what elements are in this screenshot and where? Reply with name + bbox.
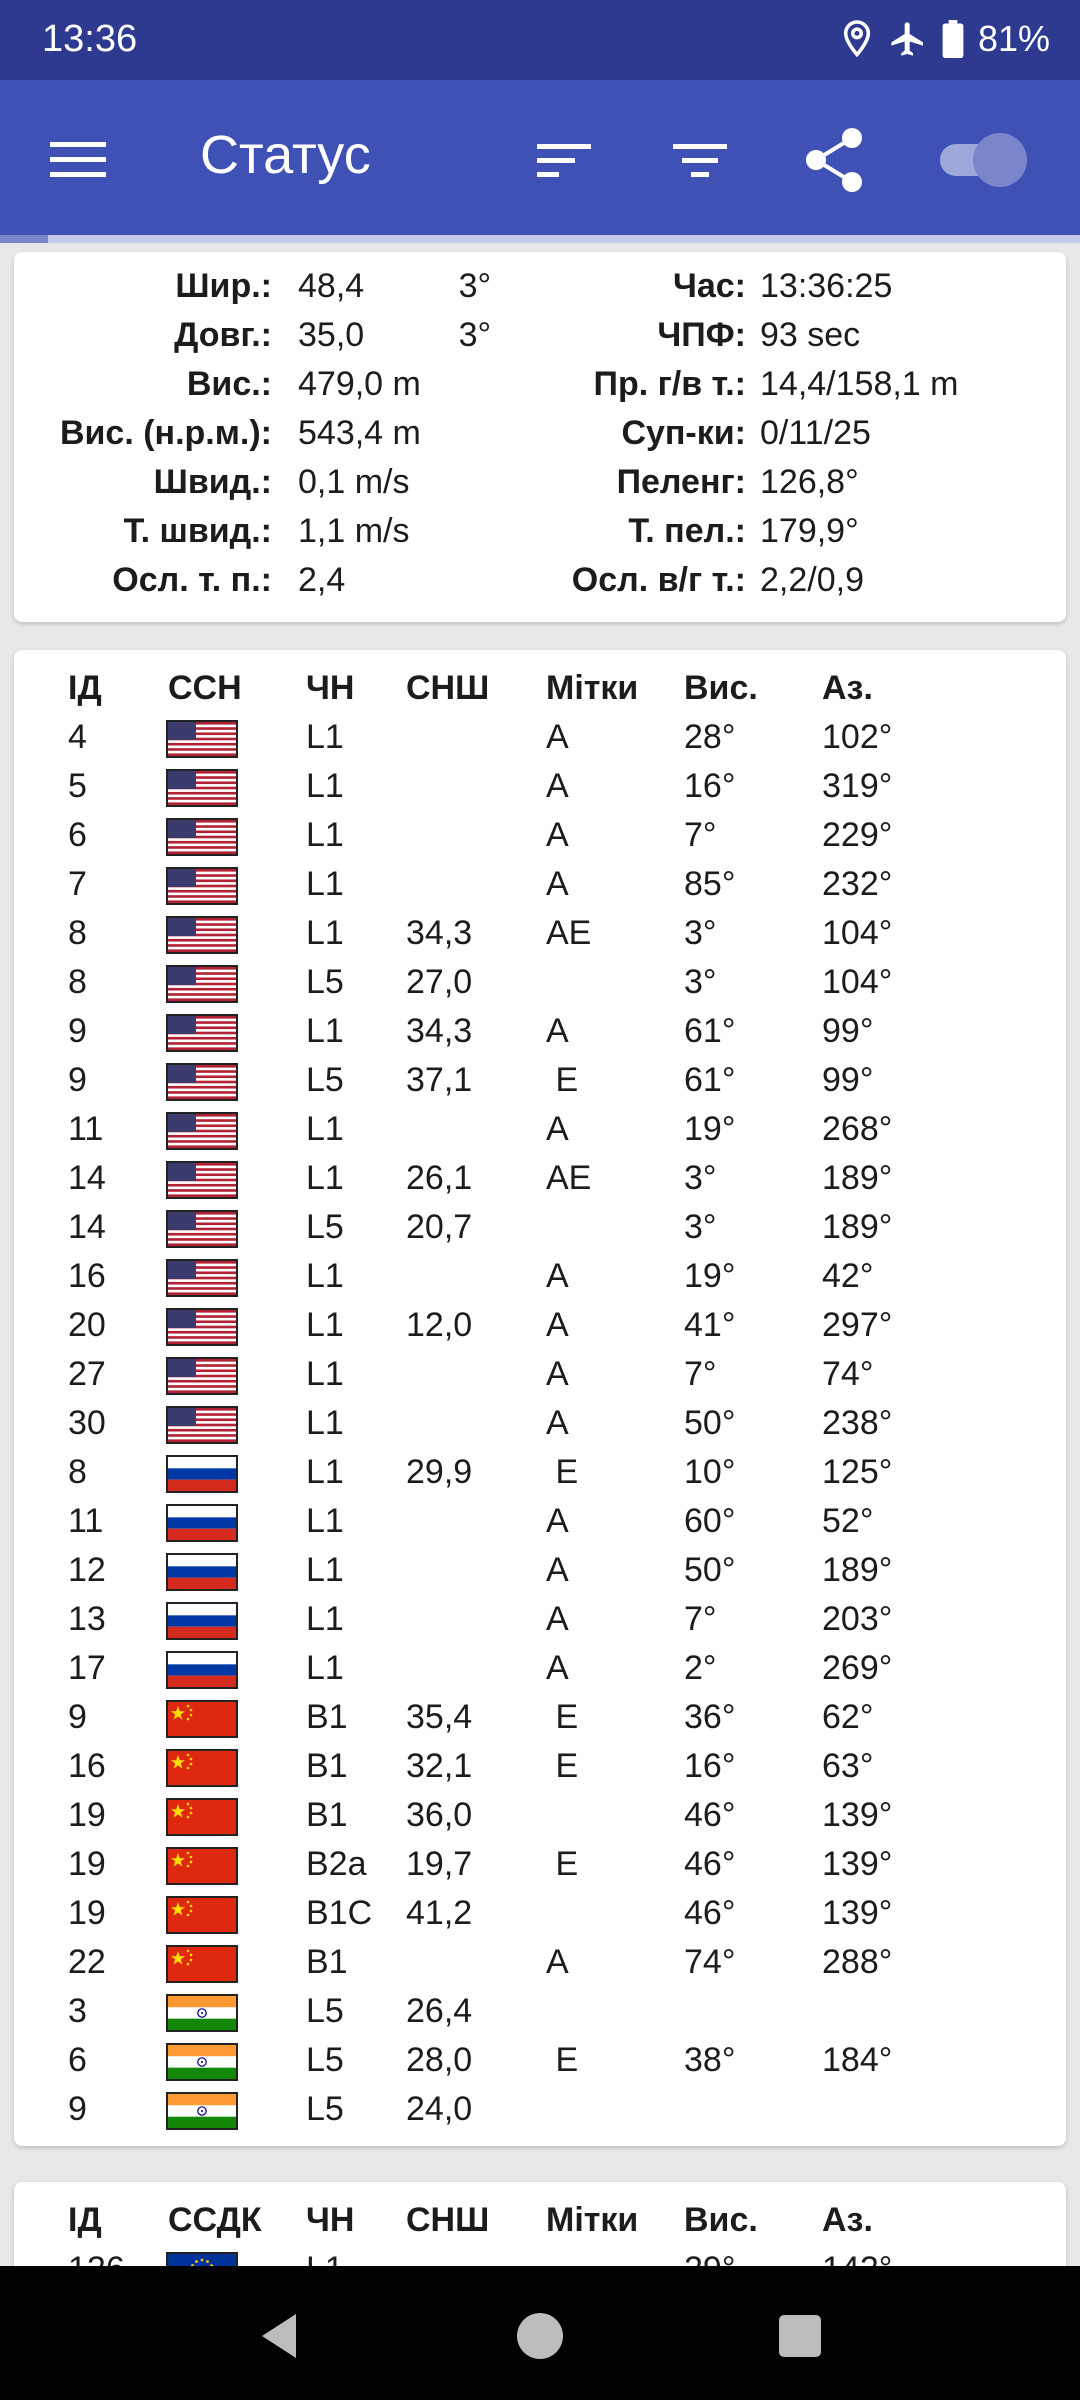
location-label: Суп-ки: [621, 414, 746, 452]
cell-azim: 125° [822, 1453, 893, 1491]
cell-cn0: 41,2 [406, 1894, 473, 1932]
cell-elev: 3° [684, 1159, 717, 1197]
india-flag-icon [166, 2043, 238, 2081]
battery-percent: 81% [977, 18, 1050, 59]
location-value: 1,1 m/s [298, 512, 410, 550]
cell-elev: 19° [684, 1257, 736, 1295]
toggle-switch-icon[interactable] [934, 120, 1034, 200]
table-row [14, 1840, 1066, 1889]
cell-cn0: 26,1 [406, 1159, 473, 1197]
cell-id: 8 [68, 963, 87, 1001]
back-icon[interactable] [240, 2296, 320, 2376]
page-title: Статус [200, 125, 371, 185]
cell-elev: 41° [684, 1306, 736, 1344]
table-row [14, 1546, 1066, 1595]
table-row [14, 1056, 1066, 1105]
cell-flags: A [546, 1943, 569, 1981]
location-value: 48,4 3° [298, 267, 492, 305]
filter-icon[interactable] [660, 120, 740, 200]
cell-azim: 189° [822, 1159, 893, 1197]
cell-id: 19 [68, 1845, 106, 1883]
table-row [14, 860, 1066, 909]
location-value: 35,0 3° [298, 316, 492, 354]
progress-fill [0, 235, 48, 243]
app-bar [0, 80, 1080, 238]
cell-cn0: 29,9 [406, 1453, 473, 1491]
cell-flags: A [546, 1600, 569, 1638]
cell-elev: 50° [684, 1404, 736, 1442]
location-value: 93 sec [760, 316, 861, 354]
cell-flags: AE [546, 1159, 592, 1197]
cell-cf: L1 [306, 1404, 344, 1442]
column-header-cf[interactable]: ЧН [306, 2201, 355, 2239]
cell-cf: L1 [306, 1600, 344, 1638]
cell-azim: 139° [822, 1894, 893, 1932]
cell-flags: A [546, 1110, 569, 1148]
china-flag-icon [166, 1896, 238, 1934]
cell-azim: 99° [822, 1012, 874, 1050]
usa-flag-icon [166, 1063, 238, 1101]
cell-cf: L5 [306, 963, 344, 1001]
cell-cf: L1 [306, 1257, 344, 1295]
table-row [14, 1693, 1066, 1742]
cell-id: 3 [68, 1992, 87, 2030]
cell-azim: 62° [822, 1698, 874, 1736]
cell-azim: 104° [822, 914, 893, 952]
table-row [14, 1595, 1066, 1644]
usa-flag-icon [166, 818, 238, 856]
china-flag-icon [166, 1847, 238, 1885]
cell-id: 6 [68, 2041, 87, 2079]
cell-cf: B1 [306, 1698, 348, 1736]
cell-elev: 7° [684, 1600, 717, 1638]
cell-cf: L1 [306, 1355, 344, 1393]
russia-flag-icon [166, 1602, 238, 1640]
russia-flag-icon [166, 1455, 238, 1493]
cell-elev: 36° [684, 1698, 736, 1736]
cell-cn0: 36,0 [406, 1796, 473, 1834]
location-value: 2,4 [298, 561, 346, 599]
column-header-cf[interactable]: ЧН [306, 669, 355, 707]
table-row [14, 1742, 1066, 1791]
cell-cf: L1 [306, 1649, 344, 1687]
cell-elev: 19° [684, 1110, 736, 1148]
location-value: 2,2/0,9 [760, 561, 864, 599]
cell-azim: 189° [822, 1551, 893, 1589]
location-card [14, 252, 1066, 622]
usa-flag-icon [166, 1112, 238, 1150]
cell-cf: L5 [306, 1061, 344, 1099]
location-value: 13:36:25 [760, 267, 893, 305]
cell-elev: 46° [684, 1845, 736, 1883]
cell-elev: 3° [684, 914, 717, 952]
india-flag-icon [166, 2092, 238, 2130]
column-header-id[interactable]: ІД [68, 669, 102, 707]
cell-elev: 28° [684, 718, 736, 756]
cell-cf: L1 [306, 1502, 344, 1540]
usa-flag-icon [166, 965, 238, 1003]
cell-id: 9 [68, 1061, 87, 1099]
cell-cf: L1 [306, 767, 344, 805]
location-label: Пр. г/в т.: [593, 365, 746, 403]
column-header-gnss[interactable]: ССДК [168, 2201, 262, 2239]
home-icon[interactable] [500, 2296, 580, 2376]
cell-cf: B2a [306, 1845, 367, 1883]
table-row [14, 958, 1066, 1007]
cell-azim: 268° [822, 1110, 893, 1148]
cell-elev: 74° [684, 1943, 736, 1981]
location-icon [840, 19, 874, 59]
hamburger-menu-icon[interactable] [38, 120, 118, 200]
progress-bar [0, 235, 1080, 243]
status-time: 13:36 [42, 18, 138, 60]
cell-id: 20 [68, 1306, 106, 1344]
cell-cf: L5 [306, 2090, 344, 2128]
table-row [14, 909, 1066, 958]
recents-icon[interactable] [760, 2296, 840, 2376]
cell-azim: 74° [822, 1355, 874, 1393]
table-row [14, 1154, 1066, 1203]
cell-flags: A [546, 1306, 569, 1344]
cell-elev: 16° [684, 1747, 736, 1785]
table-row [14, 1252, 1066, 1301]
navigation-bar [0, 2266, 1080, 2400]
cell-flags: A [546, 767, 569, 805]
cell-cf: L1 [306, 1306, 344, 1344]
cell-id: 8 [68, 1453, 87, 1491]
cell-id: 14 [68, 1159, 106, 1197]
location-label: Пеленг: [616, 463, 746, 501]
cell-flags: A [546, 1551, 569, 1589]
table-row [14, 1644, 1066, 1693]
cell-cf: B1 [306, 1747, 348, 1785]
cell-flags: E [546, 1845, 579, 1883]
column-header-gnss[interactable]: ССН [168, 669, 242, 707]
cell-cf: L1 [306, 718, 344, 756]
table-row [14, 811, 1066, 860]
cell-flags: A [546, 816, 569, 854]
cell-flags: AE [546, 914, 592, 952]
table-row [14, 1301, 1066, 1350]
cell-azim: 42° [822, 1257, 874, 1295]
cell-cf: L1 [306, 865, 344, 903]
cell-azim: 269° [822, 1649, 893, 1687]
cell-azim: 99° [822, 1061, 874, 1099]
cell-elev: 2° [684, 1649, 717, 1687]
cell-elev: 60° [684, 1502, 736, 1540]
cell-cn0: 12,0 [406, 1306, 473, 1344]
cell-flags: A [546, 718, 569, 756]
cell-azim: 288° [822, 1943, 893, 1981]
cell-id: 27 [68, 1355, 106, 1393]
usa-flag-icon [166, 1406, 238, 1444]
status-icons [840, 14, 1050, 64]
status-bar [0, 0, 1080, 80]
cell-flags: E [546, 1698, 579, 1736]
cell-elev: 3° [684, 963, 717, 1001]
cell-id: 4 [68, 718, 87, 756]
cell-cf: L1 [306, 1159, 344, 1197]
cell-azim: 319° [822, 767, 893, 805]
cell-elev: 38° [684, 2041, 736, 2079]
china-flag-icon [166, 1749, 238, 1787]
usa-flag-icon [166, 1161, 238, 1199]
cell-cf: L1 [306, 1453, 344, 1491]
column-header-cn0[interactable]: СНШ [406, 669, 490, 707]
cell-cn0: 34,3 [406, 1012, 473, 1050]
usa-flag-icon [166, 1210, 238, 1248]
cell-id: 11 [68, 1502, 104, 1540]
location-value: 126,8° [760, 463, 859, 501]
cell-elev: 46° [684, 1796, 736, 1834]
table-row [14, 1791, 1066, 1840]
column-header-flags[interactable]: Мітки [546, 669, 639, 707]
russia-flag-icon [166, 1553, 238, 1591]
cell-elev: 50° [684, 1551, 736, 1589]
cell-cf: L1 [306, 1110, 344, 1148]
cell-cf: L5 [306, 1992, 344, 2030]
table-row [14, 1350, 1066, 1399]
cell-cn0: 19,7 [406, 1845, 473, 1883]
location-label: Осл. в/г т.: [571, 561, 746, 599]
cell-cn0: 27,0 [406, 963, 473, 1001]
cell-flags: E [546, 2041, 579, 2079]
usa-flag-icon [166, 769, 238, 807]
location-value: 543,4 m [298, 414, 421, 452]
cell-cf: L1 [306, 816, 344, 854]
usa-flag-icon [166, 1259, 238, 1297]
cell-cf: L1 [306, 1012, 344, 1050]
cell-flags: A [546, 865, 569, 903]
cell-azim: 52° [822, 1502, 874, 1540]
cell-id: 12 [68, 1551, 106, 1589]
usa-flag-icon [166, 1014, 238, 1052]
location-label: Швид.: [153, 463, 272, 501]
cell-cf: B1 [306, 1796, 348, 1834]
cell-id: 19 [68, 1894, 106, 1932]
table-row [14, 1497, 1066, 1546]
location-value: 479,0 m [298, 365, 421, 403]
cell-cf: L1 [306, 914, 344, 952]
cell-flags: A [546, 1404, 569, 1442]
table-row [14, 713, 1066, 762]
location-label: Т. пел.: [628, 512, 746, 550]
airplane-mode-icon [888, 19, 928, 59]
sort-icon[interactable] [524, 120, 604, 200]
battery-icon [942, 20, 964, 58]
cell-flags: E [546, 1453, 579, 1491]
cell-cn0: 28,0 [406, 2041, 473, 2079]
cell-elev: 7° [684, 816, 717, 854]
table-row [14, 1987, 1066, 2036]
cell-cf: L5 [306, 2041, 344, 2079]
cell-azim: 229° [822, 816, 893, 854]
location-value: 0/11/25 [760, 414, 871, 452]
column-header-flags[interactable]: Мітки [546, 2201, 639, 2239]
cell-azim: 63° [822, 1747, 874, 1785]
location-value: 14,4/158,1 m [760, 365, 959, 403]
column-header-azim[interactable]: Аз. [822, 2201, 873, 2239]
usa-flag-icon [166, 867, 238, 905]
cell-elev: 61° [684, 1012, 736, 1050]
usa-flag-icon [166, 916, 238, 954]
gnss-status-card [14, 650, 1066, 2146]
cell-id: 30 [68, 1404, 106, 1442]
cell-id: 5 [68, 767, 87, 805]
cell-id: 19 [68, 1796, 106, 1834]
table-row [14, 1448, 1066, 1497]
cell-flags: A [546, 1502, 569, 1540]
column-header-elev[interactable]: Вис. [684, 2201, 758, 2239]
cell-azim: 232° [822, 865, 893, 903]
cell-cn0: 37,1 [406, 1061, 473, 1099]
cell-cf: L1 [306, 1551, 344, 1589]
location-label: Довг.: [174, 316, 272, 354]
cell-elev: 10° [684, 1453, 736, 1491]
cell-cf: B1C [306, 1894, 373, 1932]
cell-azim: 102° [822, 718, 893, 756]
cell-elev: 85° [684, 865, 736, 903]
russia-flag-icon [166, 1504, 238, 1542]
china-flag-icon [166, 1945, 238, 1983]
share-icon[interactable] [794, 120, 874, 200]
cell-cf: L5 [306, 1208, 344, 1246]
location-value: 0,1 m/s [298, 463, 410, 501]
cell-flags: A [546, 1257, 569, 1295]
usa-flag-icon [166, 1308, 238, 1346]
location-label: Шир.: [175, 267, 272, 305]
cell-elev: 61° [684, 1061, 736, 1099]
cell-flags: A [546, 1355, 569, 1393]
cell-azim: 203° [822, 1600, 893, 1638]
cell-id: 11 [68, 1110, 104, 1148]
china-flag-icon [166, 1798, 238, 1836]
cell-id: 22 [68, 1943, 106, 1981]
location-value: 179,9° [760, 512, 859, 550]
table-row [14, 1203, 1066, 1252]
location-label: Вис.: [186, 365, 272, 403]
location-label: Вис. (н.р.м.): [59, 414, 272, 452]
location-label: ЧПФ: [657, 316, 746, 354]
table-row [14, 2036, 1066, 2085]
location-label: Т. швид.: [123, 512, 272, 550]
china-flag-icon [166, 1700, 238, 1738]
cell-id: 6 [68, 816, 87, 854]
cell-cn0: 35,4 [406, 1698, 473, 1736]
column-header-azim[interactable]: Аз. [822, 669, 873, 707]
column-header-cn0[interactable]: СНШ [406, 2201, 490, 2239]
column-header-elev[interactable]: Вис. [684, 669, 758, 707]
cell-id: 9 [68, 2090, 87, 2128]
cell-id: 16 [68, 1257, 106, 1295]
cell-flags: A [546, 1012, 569, 1050]
cell-azim: 139° [822, 1796, 893, 1834]
cell-azim: 184° [822, 2041, 893, 2079]
cell-elev: 46° [684, 1894, 736, 1932]
cell-id: 7 [68, 865, 87, 903]
cell-cn0: 32,1 [406, 1747, 473, 1785]
cell-flags: E [546, 1061, 579, 1099]
cell-elev: 7° [684, 1355, 717, 1393]
table-row [14, 1938, 1066, 1987]
cell-elev: 3° [684, 1208, 717, 1246]
cell-cf: B1 [306, 1943, 348, 1981]
cell-azim: 189° [822, 1208, 893, 1246]
cell-flags: A [546, 1649, 569, 1687]
cell-azim: 139° [822, 1845, 893, 1883]
cell-flags: E [546, 1747, 579, 1785]
table-row [14, 1007, 1066, 1056]
table-row [14, 1399, 1066, 1448]
cell-azim: 104° [822, 963, 893, 1001]
cell-cn0: 26,4 [406, 1992, 473, 2030]
cell-id: 16 [68, 1747, 106, 1785]
cell-id: 14 [68, 1208, 106, 1246]
russia-flag-icon [166, 1651, 238, 1689]
cell-id: 9 [68, 1698, 87, 1736]
india-flag-icon [166, 1994, 238, 2032]
cell-id: 13 [68, 1600, 106, 1638]
cell-id: 17 [68, 1649, 106, 1687]
cell-cn0: 20,7 [406, 1208, 473, 1246]
location-label: Час: [672, 267, 746, 305]
usa-flag-icon [166, 1357, 238, 1395]
location-label: Осл. т. п.: [112, 561, 272, 599]
table-row [14, 1889, 1066, 1938]
table-row [14, 2085, 1066, 2134]
cell-id: 9 [68, 1012, 87, 1050]
table-row [14, 762, 1066, 811]
cell-id: 8 [68, 914, 87, 952]
cell-azim: 238° [822, 1404, 893, 1442]
usa-flag-icon [166, 720, 238, 758]
cell-cn0: 34,3 [406, 914, 473, 952]
cell-cn0: 24,0 [406, 2090, 473, 2128]
column-header-id[interactable]: ІД [68, 2201, 102, 2239]
table-row [14, 1105, 1066, 1154]
cell-azim: 297° [822, 1306, 893, 1344]
cell-elev: 16° [684, 767, 736, 805]
